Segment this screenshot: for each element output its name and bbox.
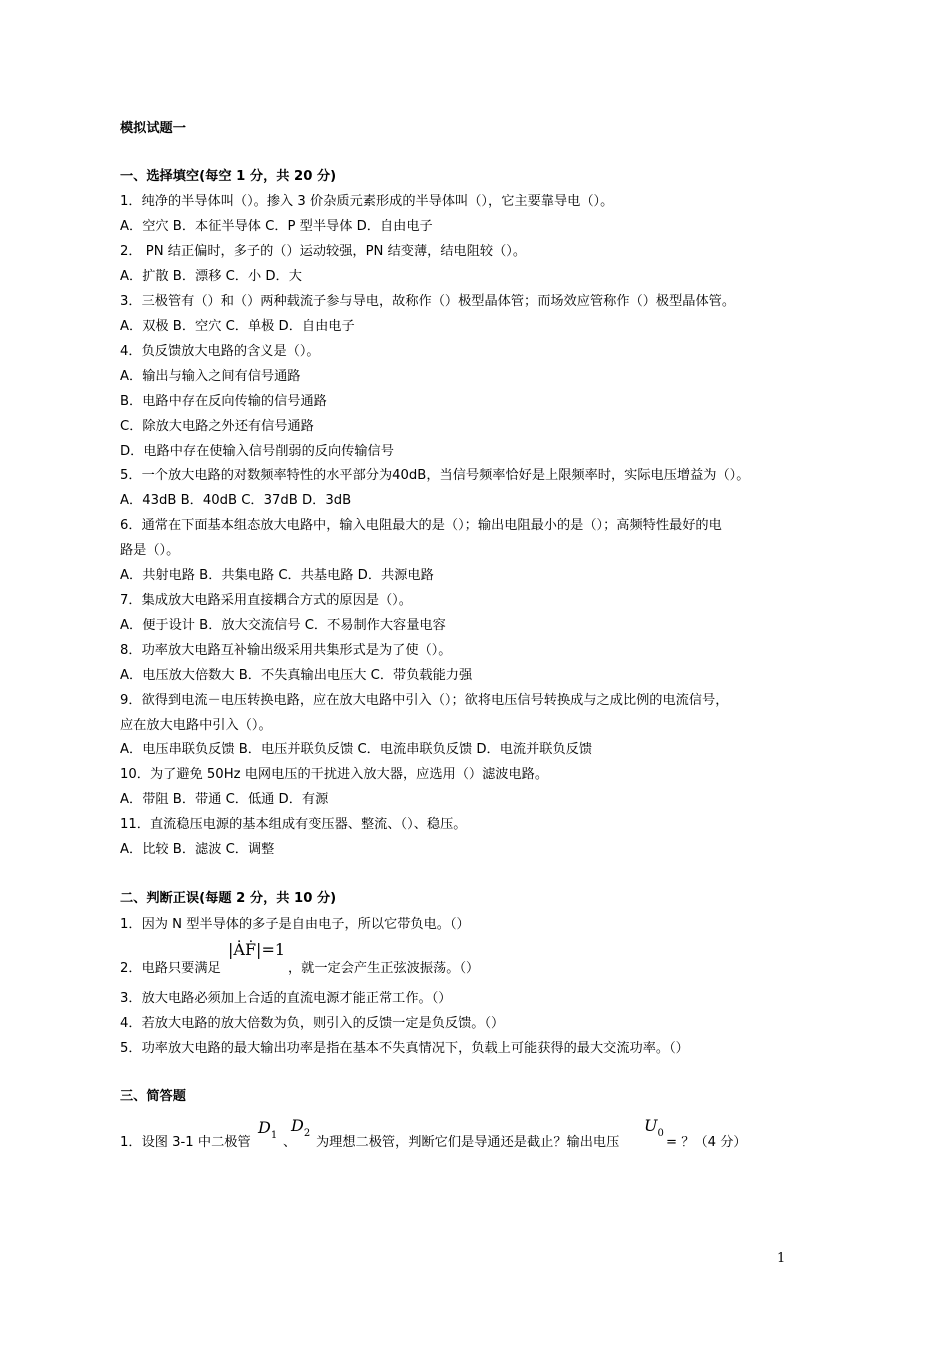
section3-q1-mid: 为理想二极管，判断它们是导通还是截止？输出电压	[316, 1135, 620, 1150]
u0-symbol: $U_0$	[644, 1116, 664, 1139]
section1-line: 路是（）。	[120, 543, 180, 558]
d1-symbol: $D_1$	[258, 1118, 278, 1141]
page-number: 1	[777, 1251, 786, 1266]
section1-line: 10．为了避免 50Hz 电网电压的干扰进入放大器，应选用（）滤波电路。	[120, 767, 549, 782]
section1-line: 8．功率放大电路互补输出级采用共集形式是为了使（）。	[120, 643, 452, 658]
section1-line: 1．纯净的半导体叫（）。掺入 3 价杂质元素形成的半导体叫（），它主要靠导电（）。	[120, 194, 614, 209]
section1-line: 11．直流稳压电源的基本组成有变压器、整流、（）、稳压。	[120, 817, 467, 832]
section1-line: A．电压放大倍数大 B．不失真输出电压大 C．带负载能力强	[120, 668, 473, 683]
section1-line: D．电路中存在使输入信号削弱的反向传输信号	[120, 444, 394, 459]
section1-line: 5．一个放大电路的对数频率特性的水平部分为40dB，当信号频率恰好是上限频率时，实际电压增益为（）。	[120, 468, 750, 483]
section3-q1-post: = ？（4 分）	[666, 1135, 747, 1150]
section2-q1: 1．因为 N 型半导体的多子是自由电子，所以它带负电。（）	[120, 917, 470, 932]
section1-line: 3．三极管有（）和（）两种载流子参与导电，故称作（）极型晶体管；而场效应管称作（）极型晶体管。	[120, 294, 736, 309]
section1-line: 4．负反馈放大电路的含义是（）。	[120, 344, 320, 359]
page-title: 模拟试题一	[120, 121, 186, 136]
section1-line: 7．集成放大电路采用直接耦合方式的原因是（）。	[120, 593, 412, 608]
d2-symbol: $D_2$	[291, 1116, 311, 1139]
section1-line: 6．通常在下面基本组态放大电路中，输入电阻最大的是（）；输出电阻最小的是（）；高频特性最好的电	[120, 518, 722, 533]
section3-heading: 三、简答题	[120, 1089, 186, 1104]
section1-line: 2． PN 结正偏时，多子的（）运动较强，PN 结变薄，结电阻较（）。	[120, 244, 527, 259]
section1-line: A．比较 B．滤波 C．调整	[120, 842, 275, 857]
loop-gain-formula: |ȦḞ|=1	[228, 940, 286, 959]
section1-line: A．43dB B．40dB C．37dB D．3dB	[120, 493, 352, 508]
section2-q3: 3．放大电路必须加上合适的直流电源才能正常工作。（）	[120, 991, 452, 1006]
section2-q2-pre: 2．电路只要满足	[120, 961, 221, 976]
section1-line: A．扩散 B．漂移 C．小 D．大	[120, 269, 302, 284]
section1-line: B．电路中存在反向传输的信号通路	[120, 394, 327, 409]
section2-q2-post: ，就一定会产生正弦波振荡。（）	[288, 961, 480, 976]
separator: 、	[283, 1135, 297, 1150]
section1-line: A．空穴 B．本征半导体 C．P 型半导体 D．自由电子	[120, 219, 433, 234]
section1-line: A．输出与输入之间有信号通路	[120, 369, 301, 384]
section1-line: A．带阻 B．带通 C．低通 D．有源	[120, 792, 329, 807]
section3-q1-pre: 1．设图 3-1 中二极管	[120, 1135, 251, 1150]
section2-heading: 二、判断正误(每题 2 分，共 10 分)	[120, 891, 337, 906]
section2-q4: 4．若放大电路的放大倍数为负，则引入的反馈一定是负反馈。（）	[120, 1016, 505, 1031]
section1-line: A．双极 B．空穴 C．单极 D．自由电子	[120, 319, 355, 334]
section1-line: 9．欲得到电流－电压转换电路，应在放大电路中引入（）；欲将电压信号转换成与之成比例的电流信号，	[120, 693, 729, 708]
section1-line: A．便于设计 B．放大交流信号 C．不易制作大容量电容	[120, 618, 446, 633]
section1-line: 应在放大电路中引入（）。	[120, 718, 272, 733]
section1-line: A．电压串联负反馈 B．电压并联负反馈 C．电流串联负反馈 D．电流并联负反馈	[120, 742, 593, 757]
section2-q5: 5．功率放大电路的最大输出功率是指在基本不失真情况下，负载上可能获得的最大交流功率。（）	[120, 1041, 689, 1056]
section1-line: C．除放大电路之外还有信号通路	[120, 419, 314, 434]
section1-line: A．共射电路 B．共集电路 C．共基电路 D．共源电路	[120, 568, 434, 583]
section1-heading: 一、选择填空(每空 1 分，共 20 分)	[120, 169, 337, 184]
